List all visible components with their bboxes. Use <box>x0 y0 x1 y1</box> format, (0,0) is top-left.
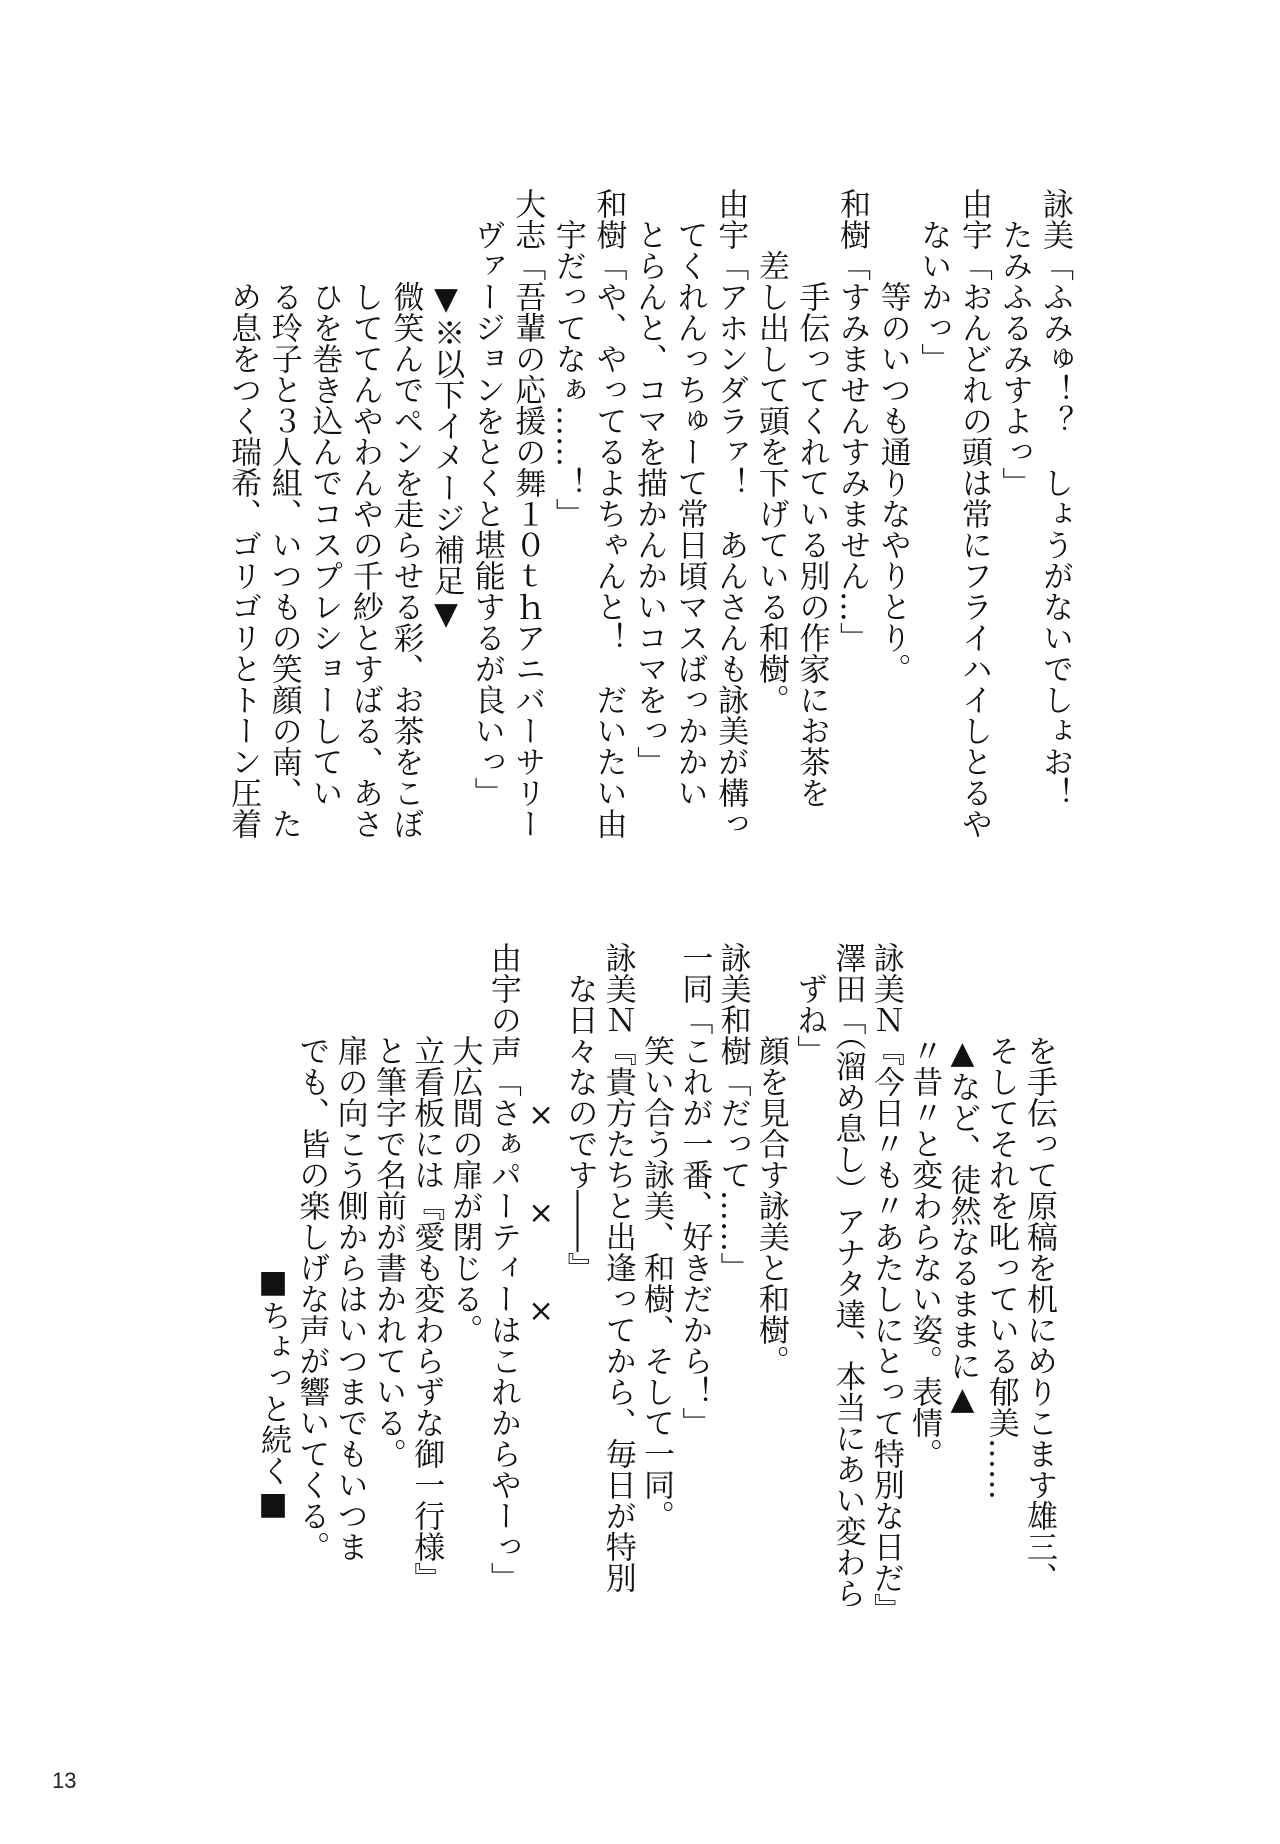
script-line: 澤田「（溜め息し）アナタ達、本当にあい変わら <box>829 942 866 1609</box>
script-line: 和樹「や、やってるよちゃんと！ だいたい由 <box>590 188 627 839</box>
to-be-continued-mark: ■ちょっと続く■ <box>255 1264 292 1522</box>
script-line: ▲など、徒然なるままに▲ <box>944 942 981 1417</box>
script-line: と筆字で名前が書かれている。 <box>369 942 406 1469</box>
page-number: 13 <box>52 1768 77 1793</box>
script-line: 手伝ってくれている別の作家にお茶を <box>793 188 830 808</box>
script-line: る玲子と３人組、いつもの笑顔の南、た <box>265 188 302 839</box>
script-text-lower-block <box>254 942 1058 1624</box>
script-line: ▼※以下イメージ補足▼ <box>428 188 465 632</box>
script-line: 宇だってなぁ……！」 <box>549 188 586 529</box>
script-line: でも、皆の楽しげな声が響いてくる。 <box>293 942 330 1562</box>
script-line: 詠美「ふみゅ！？ しょうがないでしょお！ <box>1037 188 1073 808</box>
script-text-upper-block <box>223 188 1075 839</box>
script-line: 由宇の声「さぁパーティーはこれからやーっ」 <box>484 942 521 1593</box>
script-line: 扉の向こう側からはいつまでもいつま <box>331 942 368 1562</box>
script-line: てくれんっちゅーて常日頃マスばっかかい <box>671 188 708 808</box>
script-line: 詠美和樹「だって……」 <box>714 942 751 1283</box>
script-line: 一同「これが一番、好きだから！」 <box>676 942 713 1438</box>
script-line: ヴァージョンをとくと堪能するが良いっ」 <box>468 188 505 808</box>
script-line: ないかっ」 <box>915 188 952 374</box>
script-line: め息をつく瑞希、ゴリゴリとトーン圧着 <box>225 188 262 839</box>
script-line: 等のいつも通りなやりとり。 <box>874 188 911 684</box>
script-line: 微笑んでペンを走らせる彩、お茶をこぼ <box>387 188 424 839</box>
script-line: 大広間の扉が閉じる。 <box>446 942 483 1345</box>
script-line: とらんと、コマを描かんかいコマをっ」 <box>631 188 668 777</box>
script-line: ひを巻き込んでコスプレショーしてい <box>306 188 343 808</box>
script-line: な日々なのです――』 <box>561 942 598 1283</box>
script-line: 笑い合う詠美、和樹、そして一同。 <box>638 942 675 1531</box>
script-line: 由宇「おんどれの頭は常にフライハイしとるや <box>955 188 992 839</box>
script-line: そしてそれを叱っている郁美…… <box>982 942 1019 1500</box>
script-line: 和樹「すみませんすみません…」 <box>834 188 871 653</box>
script-line: 差し出して頭を下げている和樹。 <box>752 188 789 715</box>
scene-break: × × × <box>523 942 560 1329</box>
script-line: しててんやわんやの千紗とすばる、あさ <box>346 188 383 839</box>
script-line: 顔を見合す詠美と和樹。 <box>752 942 789 1376</box>
script-line: 〃昔〃と変わらない姿。表情。 <box>906 942 943 1469</box>
script-line: を手伝って原稿を机にめりこます雄三、 <box>1021 942 1057 1593</box>
script-line: 詠美Ｎ『今日〃も〃あたしにとって特別な日だ』 <box>867 942 904 1624</box>
script-line: 大志「吾輩の応援の舞１０ｔｈアニバーサリー <box>509 188 546 839</box>
script-line: 由宇「アホンダラァ！ あんさんも詠美が構っ <box>712 188 749 839</box>
script-line: ずね」 <box>791 942 828 1066</box>
script-line: 詠美Ｎ『貴方たちと出逢ってから、毎日が特別 <box>599 942 636 1593</box>
script-line: たみふるみすよっ」 <box>996 188 1033 498</box>
script-line: 立看板には『愛も変わらずな御一行様』 <box>408 942 445 1593</box>
